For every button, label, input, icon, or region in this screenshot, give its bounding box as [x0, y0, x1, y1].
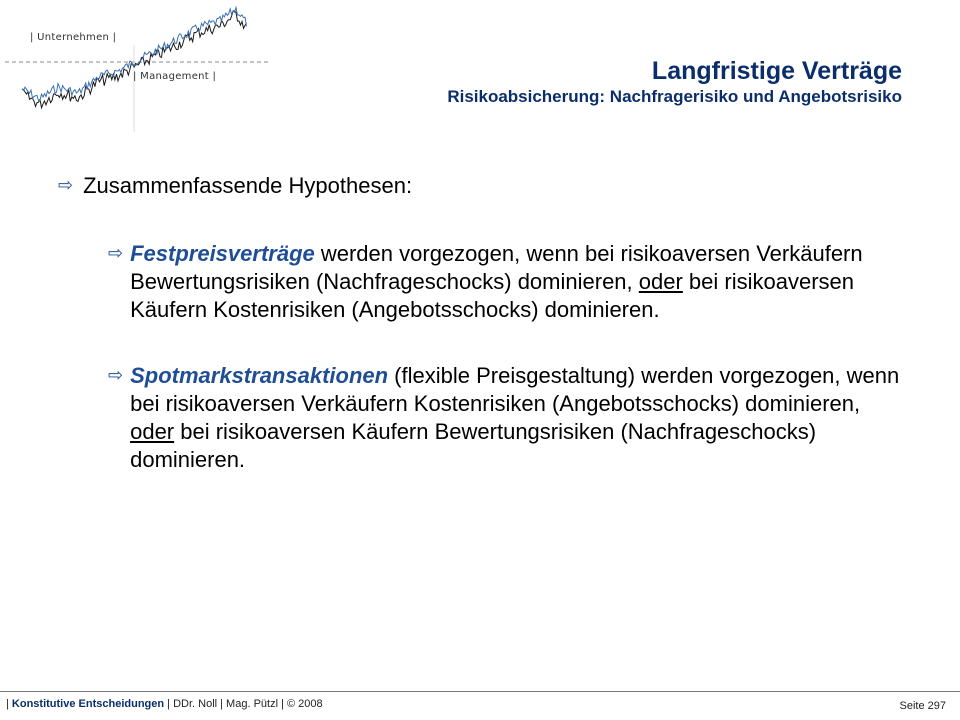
item-text-part: bei risikoaversen Käufern Kostenrisiken (Angebotsschocks) dominieren.	[130, 269, 854, 322]
underlined-connector: oder	[638, 269, 683, 294]
highlighted-term: Spotmarkstransaktionen	[130, 363, 389, 388]
page-number: Seite 297	[899, 700, 946, 712]
bullet-heading	[58, 172, 928, 200]
highlighted-term: Festpreisverträge	[130, 241, 315, 266]
item-text-part: (flexible Preisgestaltung) werden vorgezogen, wenn bei risikoaversen Verkäufern Kostenrisiken (Angebotsschocks) dominieren,	[130, 363, 900, 416]
page-title: Langfristige Verträge	[651, 57, 902, 85]
arrow-bullet-icon: ⇨	[58, 175, 74, 196]
logo	[0, 0, 280, 135]
list-item-text	[130, 240, 905, 324]
footer-topic: Konstitutive Entscheidungen	[11, 698, 165, 710]
header	[447, 56, 902, 108]
item-text-part: bei risikoaversen Käufern Bewertungsrisiken (Nachfrageschocks) dominieren.	[130, 419, 817, 472]
footer	[6, 698, 323, 710]
page-subtitle: Risikoabsicherung: Nachfragerisiko und Angebotsrisiko	[447, 87, 902, 106]
arrow-bullet-icon: ⇨	[108, 243, 124, 264]
footer-divider	[0, 691, 960, 692]
list-item	[108, 362, 928, 474]
item-text-part: werden vorgezogen, wenn bei risikoaversen Verkäufern Bewertungsrisiken (Nachfrageschocks) dominieren,	[130, 241, 863, 294]
arrow-bullet-icon: ⇨	[108, 365, 124, 386]
stock-chart-logo-graphic	[0, 0, 280, 135]
heading-text: Zusammenfassende Hypothesen:	[83, 173, 413, 198]
footer-separator: |	[6, 698, 12, 710]
logo-top-label: | Unternehmen |	[30, 32, 117, 43]
footer-credits: | DDr. Noll | Mag. Pützl | © 2008	[167, 698, 323, 710]
list-item	[108, 240, 928, 324]
list-item-text	[130, 362, 905, 474]
logo-bottom-label: | Management |	[133, 71, 217, 82]
underlined-connector: oder	[130, 419, 175, 444]
slide-content	[58, 172, 928, 474]
